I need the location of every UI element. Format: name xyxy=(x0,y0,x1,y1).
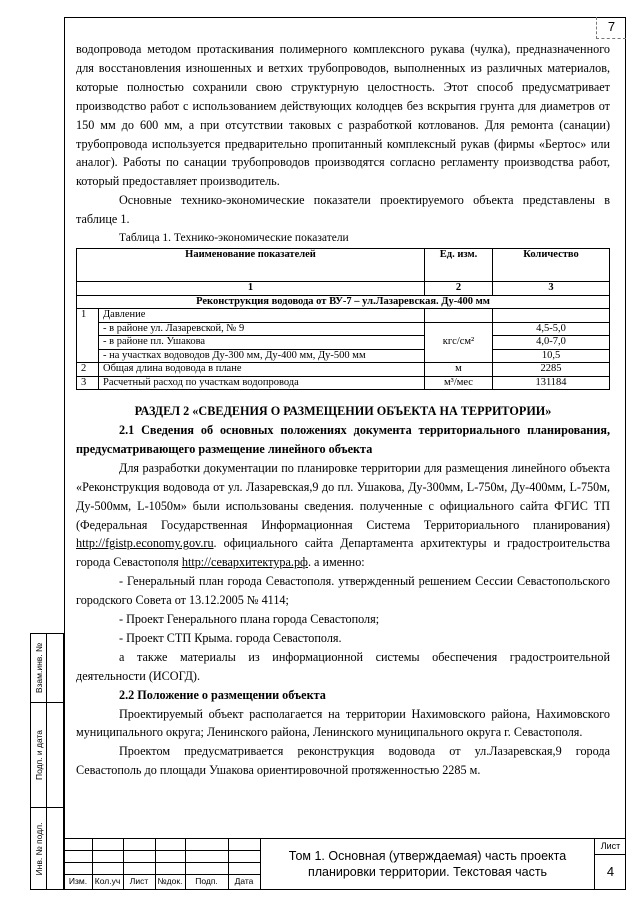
table-caption: Таблица 1. Технико-экономические показатели xyxy=(119,232,349,245)
col-num-1: 1 xyxy=(77,282,425,296)
row-value: 4,5-5,0 xyxy=(493,322,610,336)
empty-cell xyxy=(425,309,493,323)
side-cell xyxy=(30,633,64,703)
header-name: Наименование показателей xyxy=(77,249,425,282)
header-quantity: Количество xyxy=(493,249,610,282)
stamp-col-header: №док. xyxy=(157,876,183,886)
link-fgistp[interactable]: http://fgistp.economy.gov.ru xyxy=(76,536,214,551)
table-number-row xyxy=(77,282,610,296)
side-label: Инв. № подл. xyxy=(33,822,44,875)
subsection-2-2-heading: 2.2 Положение о размещении объекта xyxy=(119,687,326,702)
text-span: Для разработки документации по планировке территории для размещения линейного объекта «Реконструкция водовода от ул. Лазаревская,9 до пл. Ушакова, Ду-300мм, L-750м, Ду-400мм, L-750м, Ду-500мм, L-1050м» были использованы сведения. полученные с официального сайта ФГИС ТП (Федеральная Государственная Информационная Система Территориального планирования) xyxy=(76,460,610,532)
section2-heading: РАЗДЕЛ 2 «СВЕДЕНИЯ О РАЗМЕЩЕНИИ ОБЪЕКТА НА ТЕРРИТОРИИ» xyxy=(134,404,552,419)
sheet-number: 4 xyxy=(606,864,615,879)
row-unit: м³/мес xyxy=(425,376,493,390)
col-num-2: 2 xyxy=(425,282,493,296)
text-span: . а именно: xyxy=(307,555,365,570)
row-name: Давление xyxy=(99,309,425,323)
stamp-col-header: Дата xyxy=(234,876,254,886)
row-name: Общая длина водовода в плане xyxy=(99,363,425,377)
row-subname: - в районе ул. Лазаревской, № 9 xyxy=(99,322,425,336)
row-value: 4,0-7,0 xyxy=(493,336,610,350)
paragraph-2-2-a: Проектируемый объект располагается на территории Нахимовского района, Нахимовского муниципального округа; Ленинского района, Ленинского муниципального округа г. Севастополя. xyxy=(76,706,610,740)
section-title: Реконструкция водовода от ВУ-7 – ул.Лазаревская. Ду-400 мм xyxy=(77,295,610,309)
title-block xyxy=(64,838,626,890)
document-body xyxy=(76,40,610,780)
side-cell xyxy=(30,702,64,808)
stamp-col-header: Изм. xyxy=(68,876,88,886)
table-row xyxy=(77,309,610,323)
top-page-number: 7 xyxy=(596,17,626,39)
row-subname: - на участках водоводов Ду-300 мм, Ду-400 мм, Ду-500 мм xyxy=(99,349,425,363)
stamp-col-header: Лист xyxy=(129,876,149,886)
table-row xyxy=(77,336,610,350)
row-value: 10,5 xyxy=(493,349,610,363)
document-title: Том 1. Основная (утверждаемая) часть проекта планировки территории. Текстовая часть xyxy=(260,838,594,890)
empty-cell xyxy=(493,309,610,323)
paragraph-2-1 xyxy=(76,459,610,572)
table-header-row xyxy=(77,249,610,282)
table-section-row xyxy=(77,295,610,309)
col-num-3: 3 xyxy=(493,282,610,296)
subsection-2-1-heading: 2.1 Сведения об основных положениях документа территориального планирования, предусматривающего размещение линейного объекта xyxy=(76,422,610,456)
row-name: Расчетный расход по участкам водопровода xyxy=(99,376,425,390)
row-value: 131184 xyxy=(493,376,610,390)
header-unit: Ед. изм. xyxy=(425,249,493,282)
row-value: 2285 xyxy=(493,363,610,377)
row-number: 1 xyxy=(77,309,99,363)
table-row xyxy=(77,363,610,377)
revision-grid xyxy=(64,838,260,890)
row-unit: м xyxy=(425,363,493,377)
list-item: - Генеральный план города Севастополя. утвержденный решением Сессии Севастопольского городского Совета от 13.12.2005 № 4114; xyxy=(76,574,610,608)
stamp-col-header: Подп. xyxy=(195,876,218,886)
sheet-label: Лист xyxy=(595,838,626,855)
list-item: - Проект СТП Крыма. города Севастополя. xyxy=(119,630,342,645)
list-item: - Проект Генерального плана города Севастополя; xyxy=(119,612,380,627)
row-number: 3 xyxy=(77,376,99,390)
tep-table xyxy=(76,248,610,390)
side-approval-strip xyxy=(30,633,64,890)
row-number: 2 xyxy=(77,363,99,377)
paragraph-continuation: водопровода методом протаскивания полимерного комплексного рукава (чулка), предназначенного для восстановления изношенных и ветхих трубопроводов, выполненных из различных материалов, которые полностью сохранили свою структурную целостность. Этот способ предусматривает производство работ с использованием действующих колодцев без вскрытия грунта для диаметров от 150 мм до 600 мм, а при отсутствии таковых с разработкой котлованов. Для ремонта (санации) трубопровода используется предварительно пропитанный комплексный рукав (фирмы «Бертос» или аналог). Работы по санации трубопроводов производятся согласно регламенту производства работ, который предоставляет производитель. xyxy=(76,42,610,189)
row-unit: кгс/см² xyxy=(425,322,493,363)
table-row xyxy=(77,349,610,363)
text-span: . официального сайта Департамента архитектуры и градостроительства города Севастополя xyxy=(76,536,610,570)
paragraph-tep-intro: Основные технико-экономические показатели проектируемого объекта представлены в таблице 1. xyxy=(76,193,610,227)
stamp-col-header: Кол.уч xyxy=(94,876,121,886)
table-row xyxy=(77,322,610,336)
row-subname: - в районе пл. Ушакова xyxy=(99,336,425,350)
paragraph-2-2-b: Проектом предусматривается реконструкция водовода от ул.Лазаревская,9 города Севастополь до площади Ушакова ориентировочной протяженностью 2285 м. xyxy=(76,744,610,778)
side-label: Взам.инв. № xyxy=(33,642,44,694)
side-label: Подп. и дата xyxy=(33,729,44,781)
table-row xyxy=(77,376,610,390)
sheet-box xyxy=(594,838,626,890)
side-cell xyxy=(30,807,64,890)
list-item: а также материалы из информационной системы обеспечения градостроительной деятельности (ИСОГД). xyxy=(76,649,610,683)
link-sevarch[interactable]: http://севархитектура.рф xyxy=(181,555,308,570)
